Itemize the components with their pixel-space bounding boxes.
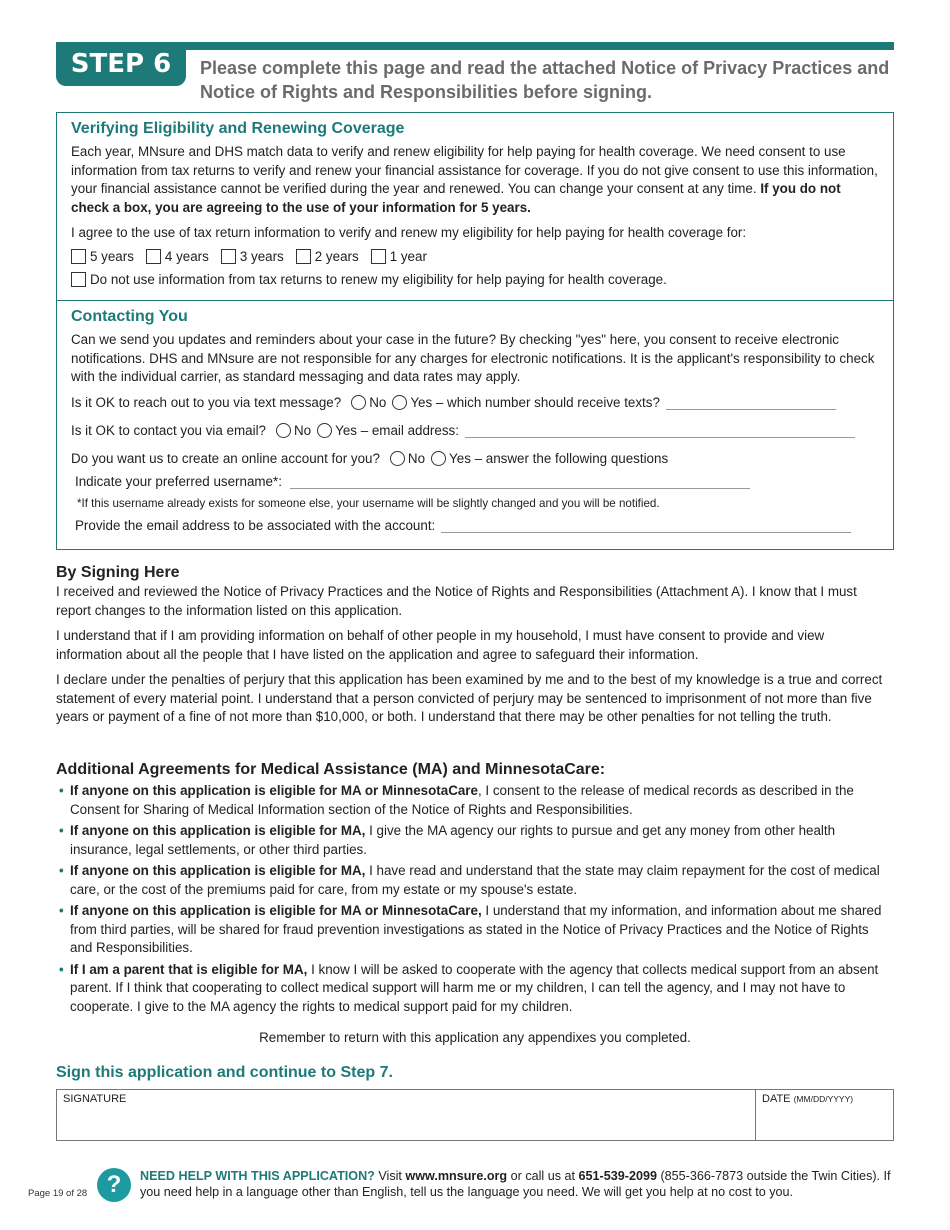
sign-title: Sign this application and continue to Step 7.	[56, 1064, 393, 1081]
signature-box	[56, 1089, 894, 1141]
appendix-reminder: Remember to return with this application any appendixes you completed.	[259, 1030, 691, 1045]
text-no-radio[interactable]	[351, 395, 366, 410]
contact-title: Contacting You	[71, 308, 188, 325]
help-text: NEED HELP WITH THIS APPLICATION? Visit www.mnsure.org or call us at 651-539-2099 (855-366-7873 outside the Twin Cities). If you need help in a language other than English, tell us the language you need. We will get you help at no cost to you.	[140, 1169, 891, 1199]
text-question-row: Is it OK to reach out to you via text message? No Yes – which number should receive texts?	[71, 394, 879, 412]
signing-p3: I declare under the penalties of perjury that this application has been examined by me and to the best of my knowledge is a true and correct statement of every material point. I understand that a person convicted of perjury may be sentenced to imprisonment of not more than five years or payment of a fine of not more than $10,000, or both. I understand that there may be other penalties for not telling the truth.	[56, 672, 883, 724]
checkbox-5-years[interactable]	[71, 249, 86, 264]
sign-title-wrap	[56, 1063, 894, 1083]
username-row: Indicate your preferred username*:	[71, 473, 879, 491]
checkbox-do-not-use[interactable]	[71, 272, 86, 287]
step-header	[56, 42, 894, 102]
email-question-row: Is it OK to contact you via email? No Yes – email address:	[71, 422, 879, 440]
verify-bold-note: If you do not check a box, you are agreeing to the use of your information for 5 years.	[71, 181, 841, 215]
agreement-item: • If anyone on this application is eligible for MA, I have read and understand that the state may claim repayment for the cost of medical care, or the cost of the premiums paid for care, from my estate or my spouse's estate.	[59, 863, 880, 897]
account-yes-radio[interactable]	[431, 451, 446, 466]
account-no-radio[interactable]	[390, 451, 405, 466]
account-yes-option[interactable]: Yes – answer the following questions	[431, 450, 668, 468]
email-address-field[interactable]	[465, 424, 855, 438]
option-1-year[interactable]: 1 year	[371, 248, 427, 266]
help-phone: 651-539-2099	[578, 1169, 657, 1183]
username-note: *If this username already exists for someone else, your username will be slightly changed and you will be notified.	[77, 496, 660, 510]
agreements-list	[56, 782, 894, 1016]
step-badge: STEP 6	[56, 42, 186, 86]
account-question-row: Do you want us to create an online account for you? No Yes – answer the following questions	[71, 450, 669, 466]
account-email-field[interactable]	[441, 519, 851, 533]
text-number-field[interactable]	[666, 396, 836, 410]
agreement-item: • If anyone on this application is eligible for MA or MinnesotaCare, I consent to the release of medical records as described in the Consent for Sharing of Medical Information section of the Notice of Rights and Responsibilities.	[59, 783, 854, 817]
signing-title: By Signing Here	[56, 564, 180, 581]
email-no-radio[interactable]	[276, 423, 291, 438]
verify-paragraph: Each year, MNsure and DHS match data to verify and renew eligibility for help paying for health coverage. We need consent to use information from tax returns to verify and renew your financial assistance for coverage. If you do not give consent to use this information, your financial assistance cannot be verified during the year and renewed. You can change your consent at any time. If you do not check a box, you are agreeing to the use of your information for 5 years.	[71, 144, 878, 215]
signing-p2: I understand that if I am providing information on behalf of other people in my household, I must have consent to provide and view information about all the people that I have listed on the application and agree to safeguard their information.	[56, 628, 825, 662]
agreement-item: • If anyone on this application is eligible for MA or MinnesotaCare, I understand that my information, and information about me shared from third parties, will be shared for fraud prevention investigations as stated in the Notice of Privacy Practices and the Notice of Rights and Responsibilities.	[59, 903, 882, 955]
signing-p1: I received and reviewed the Notice of Privacy Practices and the Notice of Rights and Responsibilities (Attachment A). I know that I must report changes to the information listed on this application.	[56, 584, 857, 618]
text-yes-radio[interactable]	[392, 395, 407, 410]
help-url-link[interactable]: www.mnsure.org	[405, 1169, 508, 1183]
agreement-item: • If I am a parent that is eligible for MA, I know I will be asked to cooperate with the agency that collects medical support from an absent parent. If I think that cooperating to collect medical support will harm me or my children, I can tell the agency, and I may not have to cooperate. I give to the MA agency the rights to medical support paid for my children.	[59, 961, 879, 1014]
checkbox-2-years[interactable]	[296, 249, 311, 264]
question-icon: ?	[97, 1168, 131, 1202]
page-number: Page 19 of 28	[28, 1188, 88, 1199]
footer	[0, 1160, 950, 1220]
option-3-years[interactable]: 3 years	[221, 248, 284, 266]
checkbox-3-years[interactable]	[221, 249, 236, 264]
username-field[interactable]	[290, 475, 750, 489]
email-yes-radio[interactable]	[317, 423, 332, 438]
account-email-row: Provide the email address to be associated with the account:	[71, 517, 879, 535]
text-yes-option[interactable]: Yes – which number should receive texts?	[392, 394, 660, 412]
text-no-option[interactable]: No	[351, 394, 386, 412]
contacting-you-section	[56, 300, 894, 550]
additional-agreements-section	[56, 760, 894, 1045]
option-2-years[interactable]: 2 years	[296, 248, 359, 266]
email-yes-option[interactable]: Yes – email address:	[317, 422, 459, 440]
agree-text: I agree to the use of tax return information to verify and renew my eligibility for help paying for health coverage for:	[71, 225, 747, 240]
verify-title: Verifying Eligibility and Renewing Coverage	[71, 120, 405, 137]
checkbox-1-year[interactable]	[371, 249, 386, 264]
contact-paragraph: Can we send you updates and reminders about your case in the future? By checking "yes" here, you consent to receive electronic notifications. DHS and MNsure are not responsible for any charges for electronic notifications. It is the applicant's responsibility to check with the individual carrier, as standard messaging and data rates may apply.	[71, 332, 875, 384]
option-5-years[interactable]: 5 years	[71, 248, 134, 266]
years-options	[71, 248, 879, 266]
do-not-use-option[interactable]: Do not use information from tax returns to renew my eligibility for help paying for health coverage.	[71, 271, 879, 289]
date-field[interactable]: DATE (MM/DD/YYYY)	[762, 1093, 854, 1105]
agreement-item: • If anyone on this application is eligible for MA, I give the MA agency our rights to pursue and get any money from other health insurance, legal settlements, or other third parties.	[59, 823, 836, 857]
additional-title: Additional Agreements for Medical Assistance (MA) and MinnesotaCare:	[56, 761, 606, 778]
step-instruction: Please complete this page and read the attached Notice of Privacy Practices and Notice of Rights and Responsibilities before signing.	[200, 58, 890, 102]
option-4-years[interactable]: 4 years	[146, 248, 209, 266]
account-no-option[interactable]: No	[390, 450, 425, 468]
verify-eligibility-section	[56, 112, 894, 301]
signature-field[interactable]: SIGNATURE	[57, 1090, 756, 1140]
checkbox-4-years[interactable]	[146, 249, 161, 264]
by-signing-section	[56, 563, 894, 734]
email-no-option[interactable]: No	[276, 422, 311, 440]
